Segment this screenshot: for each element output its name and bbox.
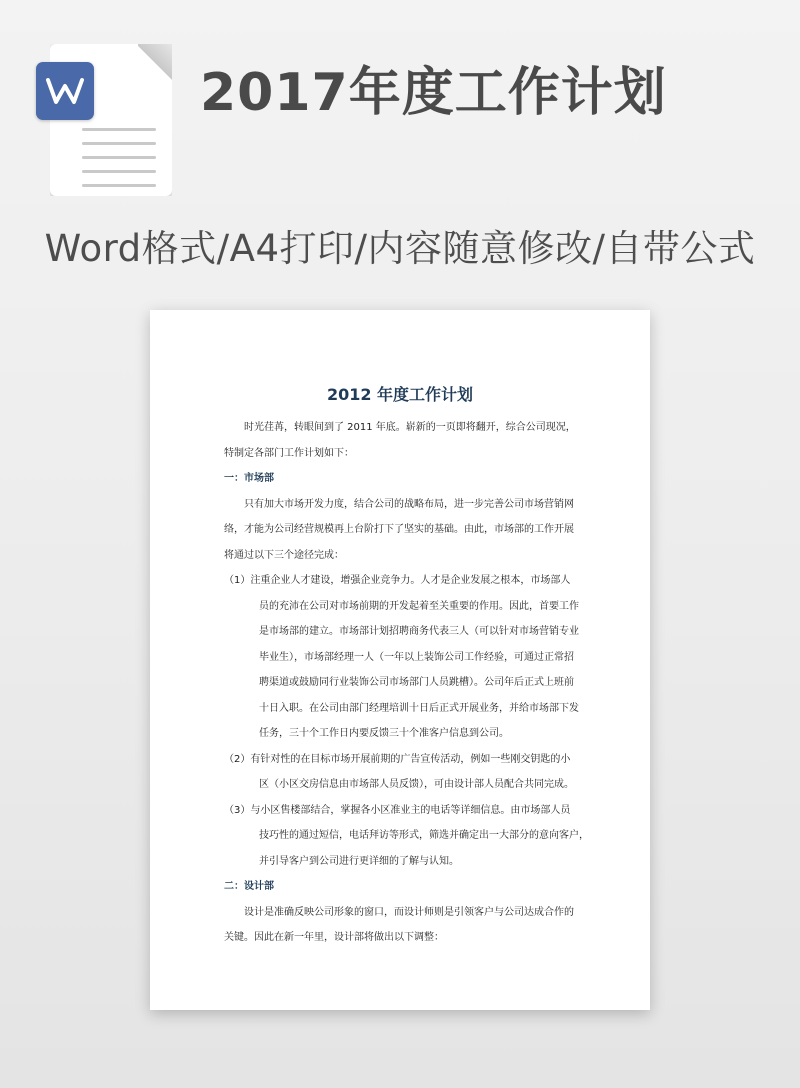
list-item-line: 并引导客户到公司进行更详细的了解与认知。: [259, 855, 459, 867]
paragraph-line: 特制定各部门工作计划如下：: [224, 447, 354, 459]
word-logo-badge: [36, 62, 94, 120]
list-item-line: 任务，三十个工作日内要反馈三十个准客户信息到公司。: [259, 728, 509, 739]
paragraph-line: 将通过以下三个途径完成：: [224, 549, 344, 561]
text-line-decoration: [82, 156, 156, 159]
paragraph-line: 只有加大市场开发力度，结合公司的战略布局，进一步完善公司市场营销网: [244, 498, 574, 510]
document-preview-page: [150, 310, 650, 1010]
list-item-line: （3）与小区售楼部结合，掌握各小区准业主的电话等详细信息。由市场部人员: [224, 804, 571, 816]
list-item-line: 是市场部的建立。市场部计划招聘商务代表三人（可以针对市场营销专业: [259, 626, 579, 637]
text-line-decoration: [82, 128, 156, 131]
list-item-line: 聘渠道或鼓励同行业装饰公司市场部门人员跳槽）。公司年后正式上班前: [259, 677, 574, 688]
list-item-line: 区（小区交房信息由市场部人员反馈），可由设计部人员配合共同完成。: [259, 779, 574, 790]
list-item-line: 技巧性的通过短信，电话拜访等形式，筛选并确定出一大部分的意向客户，: [259, 830, 589, 841]
page-subtitle: Word格式/A4打印/内容随意修改/自带公式: [44, 227, 756, 270]
section-heading: 二：设计部: [224, 881, 274, 892]
page-title: 2017年度工作计划: [200, 63, 667, 123]
paragraph-line: 关键。因此在新一年里，设计部将做出以下调整：: [224, 932, 444, 943]
text-line-decoration: [82, 142, 156, 145]
text-line-decoration: [82, 184, 156, 187]
paragraph-line: 时光荏苒，转眼间到了 2011 年底。崭新的一页即将翻开，综合公司现况，: [244, 422, 576, 433]
list-item-line: （2）有针对性的在目标市场开展前期的广告宣传活动，例如一些刚交钥匙的小: [224, 753, 571, 765]
document-title: 2012 年度工作计划: [326, 385, 474, 404]
paragraph-line: 络，才能为公司经营规模再上台阶打下了坚实的基础。由此，市场部的工作开展: [224, 524, 574, 535]
text-line-decoration: [82, 170, 156, 173]
page-fold-corner: [138, 44, 172, 81]
document-body: [224, 415, 589, 951]
word-document-icon: [36, 44, 176, 199]
paragraph-line: 设计是准确反映公司形象的窗口，而设计师则是引领客户与公司达成合作的: [244, 906, 574, 918]
list-item-line: 十日入职。在公司由部门经理培训十日后正式开展业务，并给市场部下发: [259, 702, 579, 714]
list-item-line: （1）注重企业人才建设，增强企业竞争力。人才是企业发展之根本，市场部人: [224, 575, 571, 586]
section-heading: 一：市场部: [224, 473, 274, 484]
w-letter-icon: [45, 76, 85, 106]
list-item-line: 员的充沛在公司对市场前期的开发起着至关重要的作用。因此，首要工作: [259, 600, 579, 612]
list-item-line: 毕业生），市场部经理一人（一年以上装饰公司工作经验，可通过正常招: [259, 651, 574, 663]
